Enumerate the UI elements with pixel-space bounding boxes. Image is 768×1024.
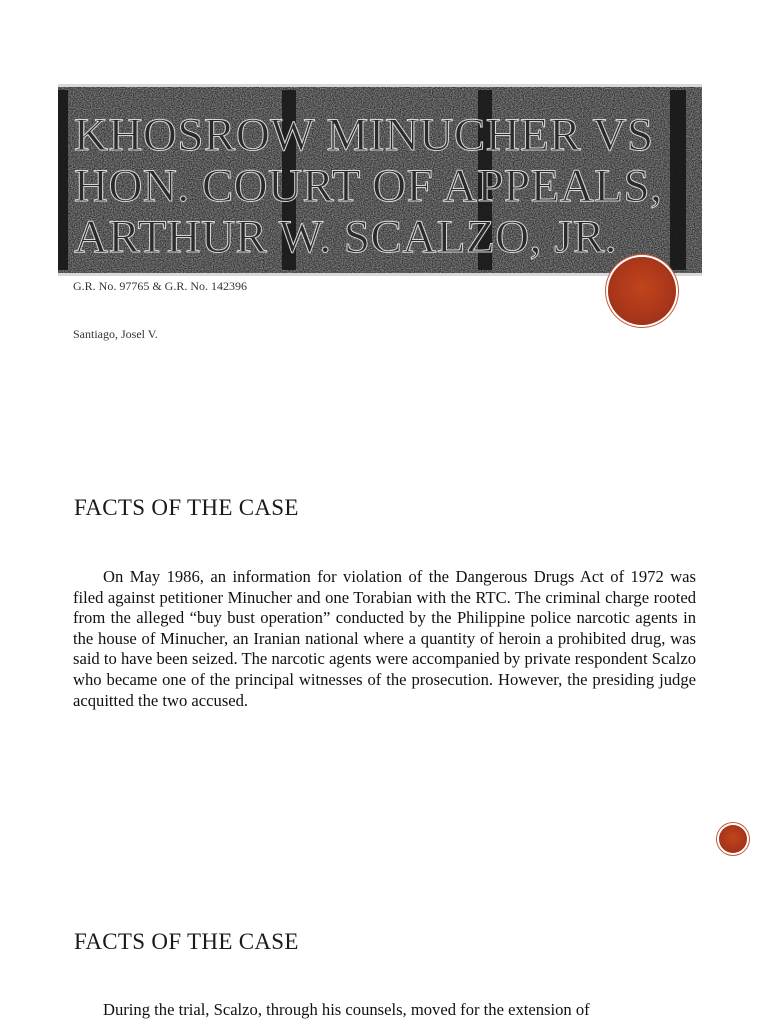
author-name: Santiago, Josel V. [73,327,158,341]
title-banner [58,84,702,276]
accent-circle-large [608,257,676,325]
section-heading-facts-2: FACTS OF THE CASE [74,929,299,954]
case-number: G.R. No. 97765 & G.R. No. 142396 [73,279,248,293]
accent-circle-small [719,825,747,853]
banner-bottom-rule [58,273,702,276]
section-heading-facts-1: FACTS OF THE CASE [74,495,299,520]
presentation-title: KHOSROW MINUCHER VS HON. COURT OF APPEALS, ARTHUR W. SCALZO, JR. [74,109,663,263]
banner-top-rule [58,84,702,87]
facts-paragraph-1: On May 1986, an information for violation of the Dangerous Drugs Act of 1972 was filed against petitioner Minucher and one Torabian with the RTC. The criminal charge rooted from the alleged “buy bust operation” conducted by the Philippine police narcotic agents in the house of Minucher, an Iranian national where a quantity of heroin a prohibited drug, was said to have been seized. The narcotic agents were accompanied by private respondent Scalzo who became one of the principal witnesses of the prosecution. However, the presiding judge acquitted the two accused. [73,567,696,710]
facts-paragraph-2: During the trial, Scalzo, through his counsels, moved for the extension of [103,1000,590,1019]
